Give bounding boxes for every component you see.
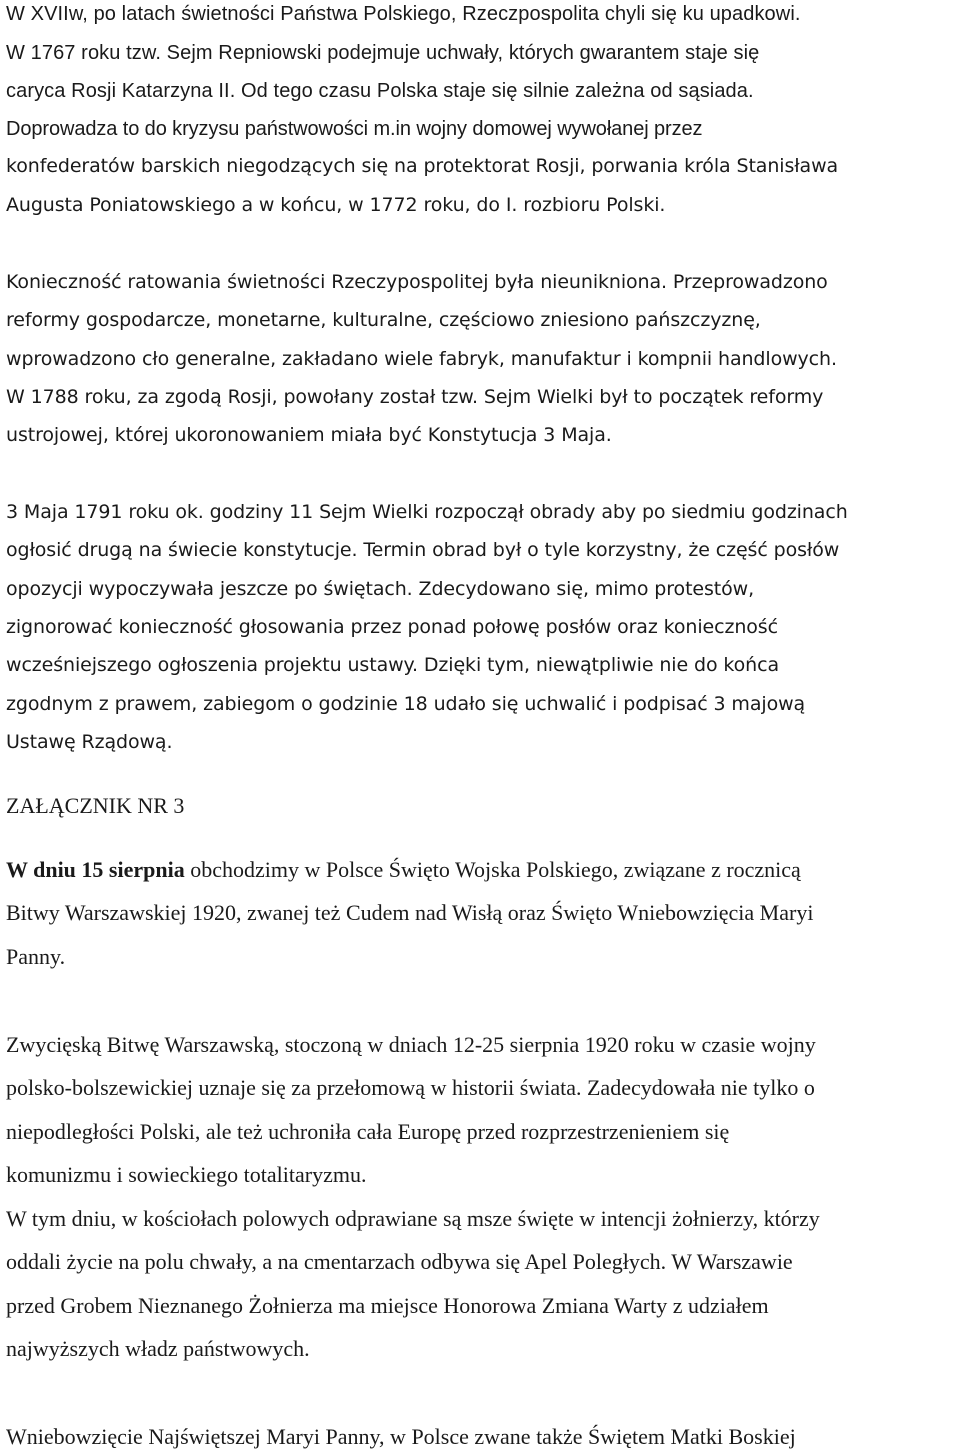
attachment-heading: ZAŁĄCZNIK NR 3 xyxy=(6,793,185,818)
paragraph-3-line-1: 3 Maja 1791 roku ok. godziny 11 Sejm Wielki rozpoczął obrady aby po siedmiu godzinach xyxy=(6,501,848,523)
paragraph-2-line-1: Konieczność ratowania świetności Rzeczypospolitej była nieunikniona. Przeprowadzono xyxy=(6,271,828,293)
paragraph-1-line-5: konfederatów barskich niegodzących się na protektorat Rosji, porwania króla Stanisława xyxy=(6,155,839,177)
paragraph-4-line-1-rest: obchodzimy w Polsce Święto Wojska Polskiego, związane z rocznicą xyxy=(184,857,801,882)
paragraph-5-line-8: najwyższych władz państwowych. xyxy=(6,1336,310,1361)
paragraph-2-line-5: ustrojowej, której ukoronowaniem miała być Konstytucja 3 Maja. xyxy=(6,424,612,446)
paragraph-1-line-6: Augusta Poniatowskiego a w końcu, w 1772 roku, do I. rozbioru Polski. xyxy=(6,194,666,216)
paragraph-1-line-4-text: Doprowadza to do kryzysu państwowości m.in wojny domowej wywołanej przez xyxy=(6,118,703,140)
paragraph-4-bold-lead: W dniu 15 sierpnia xyxy=(6,857,185,882)
paragraph-2-line-3: wprowadzono cło generalne, zakładano wiele fabryk, manufaktur i kompnii handlowych. xyxy=(6,348,837,370)
paragraph-4-line-1 xyxy=(6,859,801,881)
paragraph-6-line-1: Wniebowzięcie Najświętszej Maryi Panny, w Polsce zwane także Świętem Matki Boskiej xyxy=(6,1424,796,1449)
paragraph-5-line-7: przed Grobem Nieznanego Żołnierza ma miejsce Honorowa Zmiana Warty z udziałem xyxy=(6,1293,769,1318)
paragraph-1-line-2: W 1767 roku tzw. Sejm Repniowski podejmuje uchwały, których gwarantem staje się xyxy=(6,42,760,64)
paragraph-1-line-4 xyxy=(6,119,702,139)
paragraph-5-line-4: komunizmu i sowieckiego totalitaryzmu. xyxy=(6,1162,367,1187)
paragraph-5-line-2: polsko-bolszewickiej uznaje się za przełomową w historii świata. Zadecydowała nie tylko o xyxy=(6,1075,815,1100)
paragraph-3-line-7: Ustawę Rządową. xyxy=(6,731,173,753)
paragraph-2-line-4: W 1788 roku, za zgodą Rosji, powołany został tzw. Sejm Wielki był to początek reformy xyxy=(6,386,824,408)
paragraph-2-line-2: reformy gospodarcze, monetarne, kulturalne, częściowo zniesiono pańszczyznę, xyxy=(6,309,761,331)
paragraph-4-line-3: Panny. xyxy=(6,944,66,969)
paragraph-3-line-3: opozycji wypoczywała jeszcze po świętach. Zdecydowano się, mimo protestów, xyxy=(6,578,755,600)
paragraph-5-line-3: niepodległości Polski, ale też uchroniła cała Europę przed rozprzestrzenieniem się xyxy=(6,1119,730,1144)
paragraph-1-line-1: W XVIIw, po latach świetności Państwa Polskiego, Rzeczpospolita chyli się ku upadkowi. xyxy=(6,3,801,25)
paragraph-5-line-6: oddali życie na polu chwały, a na cmentarzach odbywa się Apel Poległych. W Warszawie xyxy=(6,1249,793,1274)
paragraph-3-line-5: wcześniejszego ogłoszenia projektu ustawy. Dzięki tym, niewątpliwie nie do końca xyxy=(6,654,780,676)
paragraph-1-line-3: caryca Rosji Katarzyna II. Od tego czasu Polska staje się silnie zależna od sąsiada. xyxy=(6,80,754,102)
paragraph-4-line-2: Bitwy Warszawskiej 1920, zwanej też Cudem nad Wisłą oraz Święto Wniebowzięcia Maryi xyxy=(6,900,814,925)
paragraph-3-line-2: ogłosić drugą na świecie konstytucje. Termin obrad był o tyle korzystny, że część posłów xyxy=(6,539,840,561)
paragraph-3-line-4: zignorować konieczność głosowania przez ponad połowę posłów oraz konieczność xyxy=(6,616,778,638)
paragraph-5-line-1: Zwycięską Bitwę Warszawską, stoczoną w dniach 12-25 sierpnia 1920 roku w czasie wojny xyxy=(6,1032,816,1057)
paragraph-5-line-5: W tym dniu, w kościołach polowych odprawiane są msze święte w intencji żołnierzy, którzy xyxy=(6,1206,820,1231)
paragraph-3-line-6: zgodnym z prawem, zabiegom o godzinie 18 udało się uchwalić i podpisać 3 majową xyxy=(6,693,806,715)
